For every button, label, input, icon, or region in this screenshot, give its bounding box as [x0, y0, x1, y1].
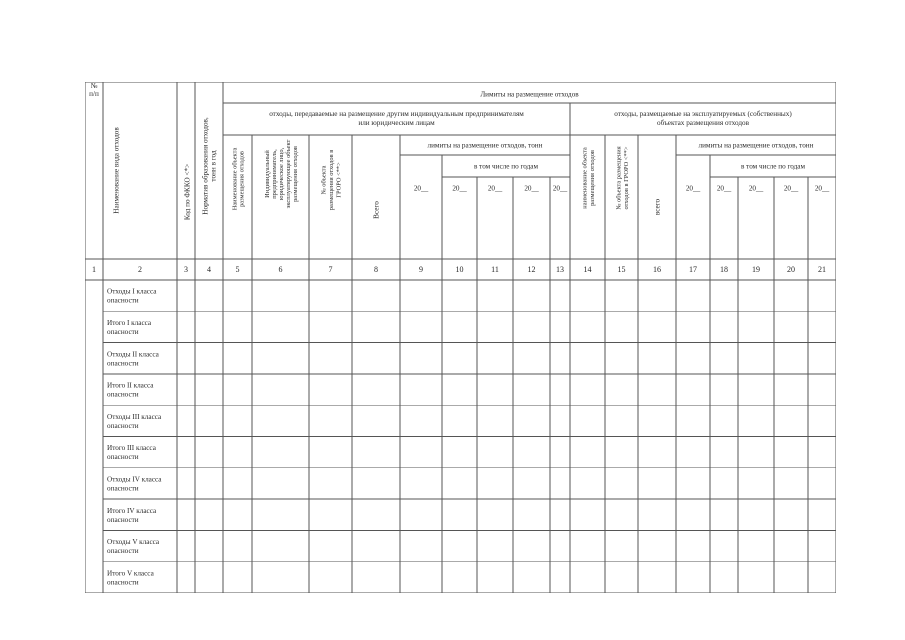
header-group-own: отходы, размещаемые на эксплуатируемых (собственных) объектах размещения отходов	[614, 110, 792, 127]
column-number: 9	[419, 265, 423, 274]
header-limits-tonn-right: лимиты на размещение отходов, тонн	[698, 141, 814, 150]
column-number: 16	[653, 265, 661, 274]
column-number: 8	[374, 265, 378, 274]
column-number: 11	[491, 265, 499, 274]
column-number: 13	[556, 265, 564, 274]
row-label: Отходы II класса опасности	[107, 350, 159, 368]
header-object-name-own: наименование объектаразмещения отходов	[581, 147, 596, 209]
header-norm: Норматив образования отходов,тонн в год	[201, 117, 218, 215]
header-limits-title: Лимиты на размещение отходов	[480, 90, 579, 99]
header-year: 20__	[814, 184, 830, 193]
header-year: 20__	[452, 184, 467, 193]
row-label: Итого II класса опасности	[107, 381, 154, 399]
header-object-name: Наименование объектаразмещения отходов	[231, 147, 246, 211]
header-grorro-number: № объектаразмещения отходов вГРОРО <**>	[320, 149, 343, 211]
header-by-years-left: в том числе по годам	[473, 162, 539, 171]
header-year: 20__	[748, 184, 764, 193]
column-number: 2	[138, 265, 142, 274]
column-number: 10	[455, 265, 464, 274]
column-number: 19	[752, 265, 760, 274]
column-number: 14	[583, 265, 592, 274]
header-num: № п/п	[89, 82, 99, 98]
header-fkko-code: Код по ФККО <*>	[183, 163, 192, 221]
header-year: 20__	[487, 184, 503, 193]
header-total-right: всего	[653, 198, 662, 216]
waste-limits-table	[85, 82, 836, 593]
header-by-years-right: в том числе по годам	[740, 162, 806, 171]
row-label: Итого III класса опасности	[107, 444, 156, 462]
column-number: 17	[689, 265, 697, 274]
column-number: 21	[818, 265, 826, 274]
row-label: Отходы IV класса опасности	[107, 475, 162, 493]
column-number: 1	[92, 265, 96, 274]
row-label: Отходы III класса опасности	[107, 412, 162, 430]
column-number: 20	[787, 265, 795, 274]
header-operator: Индивидуальныйпредприниматель,юридическое лицо,эксплуатирующее объектразмещения отходов	[264, 139, 299, 209]
header-year: 20__	[716, 184, 732, 193]
header-waste-type: Наименование вида отходов	[112, 127, 121, 214]
row-label: Итого V класса опасности	[107, 569, 154, 587]
table-grid	[85, 82, 836, 593]
header-year: 20__	[552, 184, 568, 193]
header-year: 20__	[685, 184, 701, 193]
header-limits-tonn-left: лимиты на размещение отходов, тонн	[427, 141, 543, 150]
row-label: Отходы I класса опасности	[107, 287, 157, 305]
header-total-left: Всего	[372, 201, 381, 219]
header-year: 20__	[413, 184, 429, 193]
header-year: 20__	[783, 184, 799, 193]
row-label: Отходы V класса опасности	[107, 538, 160, 556]
column-number: 18	[720, 265, 728, 274]
column-number: 3	[184, 265, 188, 274]
column-number: 7	[328, 265, 333, 274]
column-number: 12	[527, 265, 536, 274]
row-label: Итого IV класса опасности	[107, 506, 157, 524]
header-group-transfer: отходы, передаваемые на размещение другим индивидуальным предпринимателям или юридическим лицам	[269, 110, 524, 127]
column-number: 5	[235, 265, 240, 274]
row-label: Итого I класса опасности	[107, 318, 152, 336]
header-year: 20__	[524, 184, 539, 193]
header-grorro-number-own: № объекта размещенияотходов в ГРОРО <**>	[615, 146, 630, 210]
column-number: 15	[617, 265, 626, 274]
column-number: 6	[278, 265, 283, 274]
column-number: 4	[207, 265, 211, 274]
